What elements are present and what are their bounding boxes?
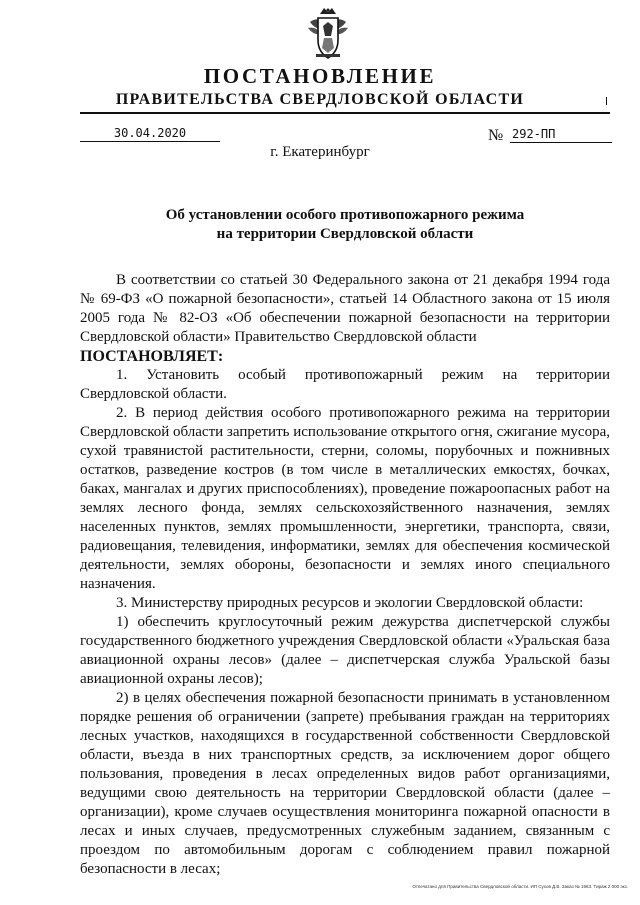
document-date: 30.04.2020 xyxy=(80,126,220,142)
document-title-line-2: на территории Свердловской области xyxy=(216,226,474,242)
clause-1-paragraph: 1. Установить особый противопожарный режим на территории Свердловской области. xyxy=(80,367,610,402)
decree-heading: ПОСТАНОВЛЯЕТ: xyxy=(80,348,224,365)
header-rule-tick xyxy=(606,97,607,105)
clause-3-1-paragraph: 1) обеспечить круглосуточный режим дежурства диспетчерской службы государственного бюджетного учреждения Свердловской области «Уральская база авиационной охраны лесов» (далее – диспетчерская служба Уральской базы авиационной охраны лесов); xyxy=(80,614,610,687)
preamble-paragraph: В соответствии со статьей 30 Федерального закона от 21 декабря 1994 года № 69-ФЗ «О пожарной безопасности», статьей 14 Областного закона от 15 июля 2005 года № 82-ОЗ «Об обеспечении пожарной безопасности на территории Свердловской области» Правительство Свердловской области xyxy=(80,272,610,345)
clause-3-2-paragraph: 2) в целях обеспечения пожарной безопасности принимать в установленном порядке решения об ограничении (запрете) пребывания граждан на территориях лесных участков, находящихся в государственной собственности Свердловской области, въезда в них транспортных средств, за исключением дорог общего пользования, проведения в лесах определенных видов работ организациями, ведущими свою деятельность на территории Свердловской области (далее – организации), кроме случаев осуществления мониторинга пожарной опасности в лесах и иных случаев, предусмотренных служебным заданием, связанным с проездом по автомобильным дорогам с соблюдением правил пожарной безопасности в лесах; xyxy=(80,690,610,877)
coat-of-arms-icon xyxy=(304,6,352,62)
document-title-line-1: Об установлении особого противопожарного режима xyxy=(165,207,525,223)
document-city: г. Екатеринбург xyxy=(270,144,370,160)
document-body xyxy=(80,271,610,879)
clause-2-paragraph: 2. В период действия особого противопожарного режима на территории Свердловской области запретить использование открытого огня, сжигание мусора, сухой травянистой растительности, стерни, соломы, порубочных и пожнивных остатков, разведение костров (в том числе в металлических емкостях, бочках, баках, мангалах и других приспособлениях), проведение пожароопасных работ на землях лесного фонда, землях сельскохозяйственного назначения, землях населенных пунктов, землях промышленности, энергетики, транспорта, связи, радиовещания, телевидения, информатики, землях для обеспечения космической деятельности, землях обороны, безопасности и землях иного специального назначения. xyxy=(80,405,610,592)
print-note: Отпечатано для Правительства Свердловской области. ИП Сухов Д.В. Заказ № 1963. Тираж 2 000 экз. xyxy=(412,884,628,889)
document-title xyxy=(80,206,610,244)
document-type-heading: ПОСТАНОВЛЕНИЕ xyxy=(203,64,437,88)
header-rule xyxy=(80,112,610,114)
clause-3-paragraph: 3. Министерству природных ресурсов и экологии Свердловской области: xyxy=(116,595,584,611)
document-number: 292-ПП xyxy=(510,127,612,143)
number-label: № xyxy=(488,127,504,144)
issuer-heading: ПРАВИТЕЛЬСТВА СВЕРДЛОВСКОЙ ОБЛАСТИ xyxy=(115,91,525,108)
